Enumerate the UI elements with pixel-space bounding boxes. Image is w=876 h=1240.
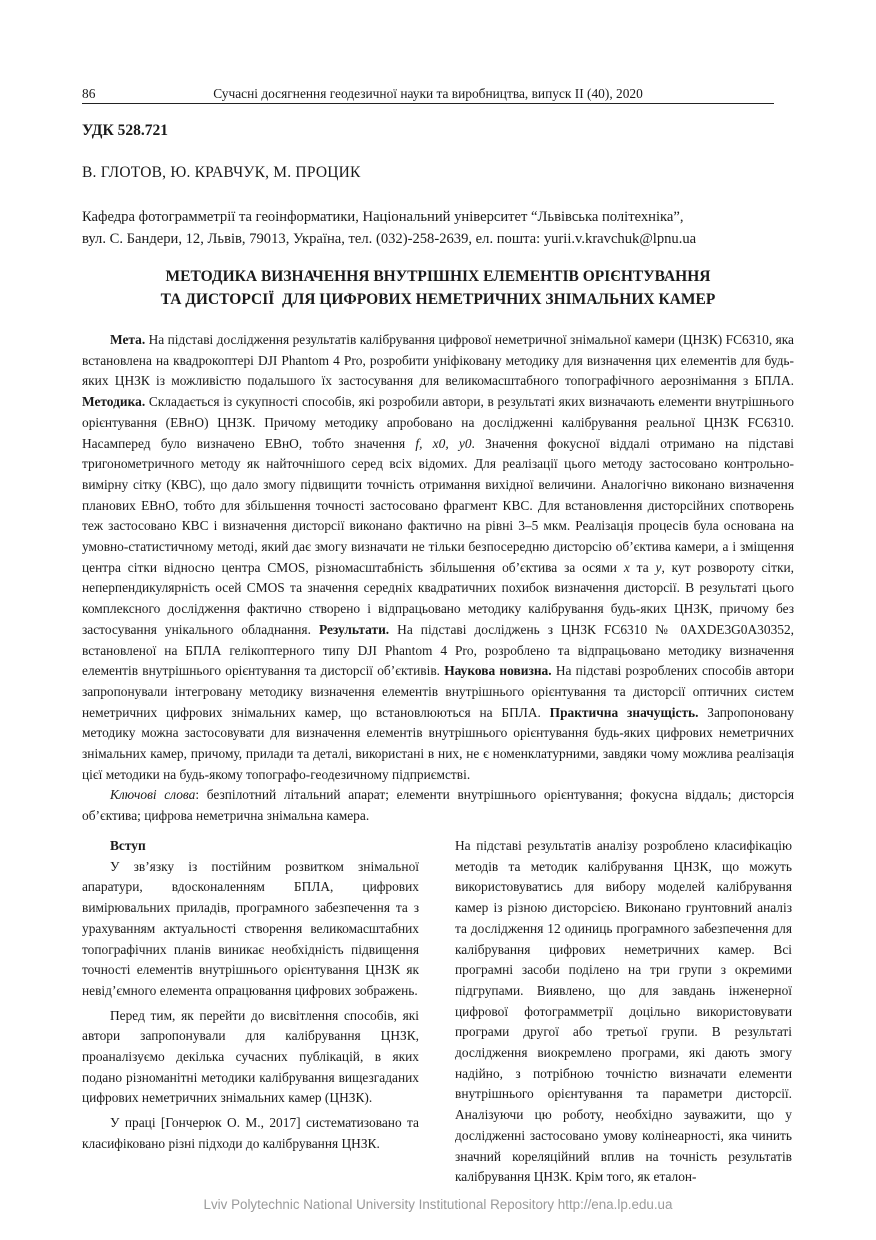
right-column — [455, 836, 792, 1188]
results-label: Результати. — [318, 621, 390, 637]
results-text: На підставі досліджень з ЦНЗК FC6310 № 0AXDE3G0A30352, встановленої на БПЛА гелікоптерного типу DJI Phantom 4 Pro, розроблено та відпрацьовано методику визначення елементів внутрішнього орієнтування та дисторсії об’єктивів. — [82, 621, 794, 679]
method-text-cont: . Значення фокусної віддалі отримано на підставі тригонометричного методу як найточнішого серед всіх відомих. Для реалізації цього методу застосовано контрольно-вимірну сітку (КВС), що дало змогу підвищити точність отримання вихідної величини. Аналогічно виконано визначення планових ЕВнО, тобто для збільшення точності застосовано фрагмент КВС. Для встановлення дисторсійних спотворень теж застосовано КВС і визначення дисторсії виконано фактично на рівні 3–5 мкм. Реалізація процесів була основана на умовно-статистичному методі, який дає змогу визначати не тільки безпосередню дисторсію об’єктива камери, а і зміщення центра сітки відносно центра CMOS, різномасштабність збільшення об’єктива за осями — [82, 435, 795, 575]
axis-y: y — [655, 559, 662, 575]
udc-code: УДК 528.721 — [82, 122, 168, 139]
keywords — [82, 785, 794, 826]
title-line-2: ТА ДИСТОРСІЇ ДЛЯ ЦИФРОВИХ НЕМЕТРИЧНИХ ЗНІМАЛЬНИХ КАМЕР — [160, 290, 716, 308]
goal-label: Мета. — [110, 332, 146, 347]
goal-text: На підставі дослідження результатів калібрування цифрової неметричної знімальної камери (ЦНЗК) FC6310, яка встановлена на квадрокоптері DJI Phantom 4 Pro, розробити уніфіковану методику для визначення цих елементів для будь-яких ЦНЗК із можливістю подальшого їх застосування для великомасштабного топографічного аерознімання з БПЛА. — [82, 332, 794, 389]
abstract-paragraph — [82, 330, 794, 785]
page-number: 86 — [82, 86, 96, 101]
intro-paragraph-4: На підставі результатів аналізу розроблено класифікацію методів та методик калібрування ЦНЗК, що можуть використовуватись для вибору моделей калібрування камер із різною дисторсією. Виконано грунтовний аналіз та дослідження 12 одиниць програмного забезпечення для калібрування цифрових неметричних камер. Всі програмні засоби поділено на три групи з окремими підгрупами. Виявлено, що для завдань інженерної цифрової фотограмметрії доцільно використовувати програми другої або третьої групи. В результаті дослідження виокремлено програми, які дають змогу надійно, з потрібною точністю визначати елементи внутрішнього орієнтування та параметри дисторсії. Аналізуючи цю роботу, необхідно зауважити, що у дослідженні застосовано умову колінеарності, яка чинить значний кореляційний вплив на точність результатів калібрування ЦНЗК. Крім того, як еталон- — [455, 838, 792, 1185]
method-text-end: , кут розвороту сітки, неперпендикулярність осей CMOS та значення середніх квадратичних похибок визначення дисторсії. В результаті цього комплексного дослідження фактично створено і відпрацьовано методику калібрування будь-яких ЦНЗК, причому без застосування унікального обладнання. — [82, 559, 795, 637]
left-column — [82, 836, 419, 1155]
keywords-text: : безпілотний літальний апарат; елементи внутрішнього орієнтування; фокусна віддаль; дисторсія об’єктива; цифрова неметрична знімальна камера. — [82, 787, 794, 824]
affiliation-line-2: вул. С. Бандери, 12, Львів, 79013, Україна, тел. (032)-258-2639, ел. пошта: yurii.v.kravchuk@lpnu.ua — [82, 231, 697, 247]
running-head — [82, 86, 774, 102]
affiliation — [82, 206, 782, 250]
method-symbols: f, x0, y0 — [415, 435, 472, 451]
keywords-label: Ключові слова — [110, 787, 196, 803]
novelty-text: На підставі розроблених способів автори запропонували інтегровану методику визначення елементів внутрішнього орієнтування та дисторсії оптичних систем неметричних цифрових знімальних камер, що встановлюються на БПЛА. — [82, 663, 795, 720]
repository-footer: Lviv Polytechnic National University Institutional Repository http://ena.lp.edu.ua — [203, 1197, 673, 1212]
section-heading: Вступ — [110, 838, 146, 853]
intro-paragraph-3: У праці [Гончерюк О. М., 2017] систематизовано та класифіковано різні підходи до калібрування ЦНЗК. — [82, 1115, 419, 1151]
method-text-and: та — [629, 559, 656, 575]
novelty-label: Наукова новизна. — [444, 663, 552, 679]
method-text: Складається із сукупності способів, які розробили автори, в результаті яких визначають елементи внутрішнього орієнтування (ЕВнО) ЦНЗК. Причому методику апробовано на дослідженні калібрування реальної ЦНЗК FC6310. Насамперед було визначено ЕВнО, тобто значення — [82, 394, 794, 451]
method-label: Методика. — [82, 394, 146, 410]
practical-text: Запропоновану методику можна застосовувати для визначення елементів внутрішнього орієнтування будь-яких цифрових неметричних знімальних камер, причому, прилади та деталі, використані в них, не є номенклатурними, завдяки чому можлива реалізація цієї методики на будь-якому топографо-геодезичному підприємстві. — [82, 704, 794, 782]
header-rule — [82, 103, 774, 104]
paper-title — [82, 266, 794, 311]
intro-paragraph-1: У зв’язку із постійним розвитком знімальної апаратури, вдосконаленням БПЛА, цифрових вимірювальних приладів, програмного забезпечення та з урахуванням актуальності створення великомасштабних топографічних планів виникає необхідність підвищення точності елементів внутрішнього орієнтування ЦНЗК як невід’ємного елемента опрацювання цифрових зображень. — [82, 858, 419, 998]
practical-label: Практична значущість. — [549, 704, 699, 720]
title-line-1: МЕТОДИКА ВИЗНАЧЕННЯ ВНУТРІШНІХ ЕЛЕМЕНТІВ ОРІЄНТУВАННЯ — [165, 268, 711, 285]
intro-paragraph-2: Перед тим, як перейти до висвітлення способів, які автори запропонували для калібрування ЦНЗК, проаналізуємо декілька сучасних публікацій, в яких подано різноманітні методики калібрування вищезгаданих цифрових неметричних знімальних камер (ЦНЗК). — [82, 1007, 419, 1106]
abstract — [82, 330, 794, 827]
author-list: В. ГЛОТОВ, Ю. КРАВЧУК, М. ПРОЦИК — [82, 164, 361, 181]
affiliation-line-1: Кафедра фотограмметрії та геоінформатики, Національний університет “Львівська політехніка”, — [82, 209, 684, 225]
axis-x: x — [623, 559, 630, 575]
journal-title: Сучасні досягнення геодезичної науки та виробництва, випуск ІІ (40), 2020 — [213, 86, 643, 101]
